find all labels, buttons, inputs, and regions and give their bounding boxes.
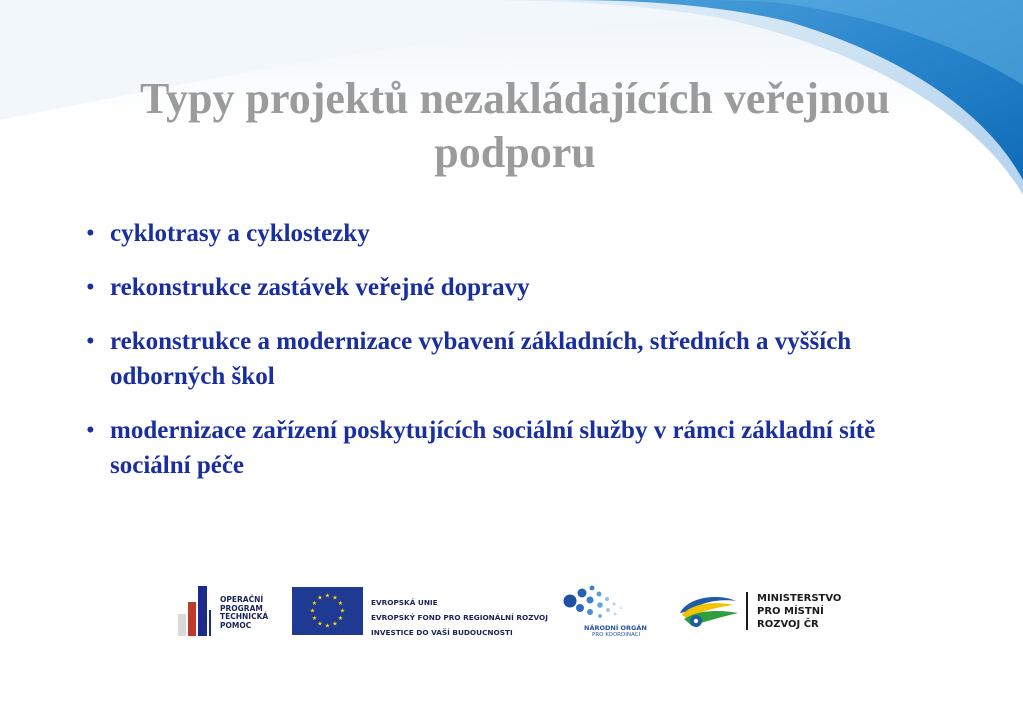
svg-text:★: ★ xyxy=(337,615,344,622)
svg-text:★: ★ xyxy=(311,600,318,607)
nok-dots-icon xyxy=(560,584,650,624)
bullet-text: modernizace zařízení poskytujících sociální služby v rámci základní sítě sociální péče xyxy=(110,417,876,479)
slide-title-line-1: Typy projektů nezakládajících veřejnou xyxy=(139,74,891,123)
bullet-marker: • xyxy=(86,274,95,301)
svg-text:★: ★ xyxy=(309,607,316,615)
mmr-divider xyxy=(746,592,748,630)
svg-text:★: ★ xyxy=(317,620,323,628)
bullet-text: rekonstrukce a modernizace vybavení základních, středních a vyšších odborných škol xyxy=(110,328,852,390)
mmr-line: PRO MÍSTNÍ xyxy=(757,606,824,617)
bullet-item xyxy=(86,270,926,305)
eu-line: INVESTICE DO VAŠÍ BUDOUCNOSTI xyxy=(371,628,513,637)
bullet-item xyxy=(86,216,926,251)
svg-text:★: ★ xyxy=(311,615,318,622)
eu-line: EVROPSKÁ UNIE xyxy=(371,598,438,607)
svg-text:★: ★ xyxy=(337,600,344,607)
eu-logo-text xyxy=(371,595,548,640)
optp-line: PROGRAM xyxy=(220,603,263,613)
optp-line: TECHNICKÁ xyxy=(220,612,269,621)
mmr-line: MINISTERSTVO xyxy=(757,593,842,604)
svg-text:★: ★ xyxy=(324,592,331,600)
slide-title-line-2: podporu xyxy=(434,128,596,177)
optp-logo-text xyxy=(220,596,268,630)
bullet-marker: • xyxy=(86,417,95,444)
nok-subtitle: PRO KOORDINACI xyxy=(592,632,641,638)
mmr-logo-text xyxy=(757,592,841,631)
bullet-text: rekonstrukce zastávek veřejné dopravy xyxy=(110,274,530,301)
slide-title xyxy=(80,72,950,180)
optp-line: POMOC xyxy=(220,620,252,630)
bullet-item xyxy=(86,413,926,483)
nok-title: NÁRODNÍ ORGÁN xyxy=(584,624,647,632)
eu-line: EVROPSKÝ FOND PRO REGIONÁLNÍ ROZVOJ xyxy=(371,613,548,622)
bullet-marker: • xyxy=(86,328,95,355)
mmr-line: ROZVOJ ČR xyxy=(757,619,819,630)
svg-text:★: ★ xyxy=(324,622,331,630)
bullet-marker: • xyxy=(86,220,95,247)
svg-text:★: ★ xyxy=(339,607,346,615)
mmr-emblem-icon xyxy=(678,593,740,629)
svg-text:★: ★ xyxy=(317,594,323,602)
optp-bars-icon xyxy=(178,586,218,636)
optp-line: OPERAČNÍ xyxy=(220,595,264,604)
bullet-list xyxy=(86,216,926,502)
eu-flag-icon xyxy=(292,587,363,635)
bullet-item xyxy=(86,324,926,394)
nok-logo xyxy=(560,584,650,640)
optp-logo xyxy=(178,586,270,636)
bullet-text: cyklotrasy a cyklostezky xyxy=(110,220,370,247)
svg-text:★: ★ xyxy=(332,620,338,628)
partner-logos-bar xyxy=(0,578,1023,648)
svg-text:★: ★ xyxy=(332,594,338,602)
